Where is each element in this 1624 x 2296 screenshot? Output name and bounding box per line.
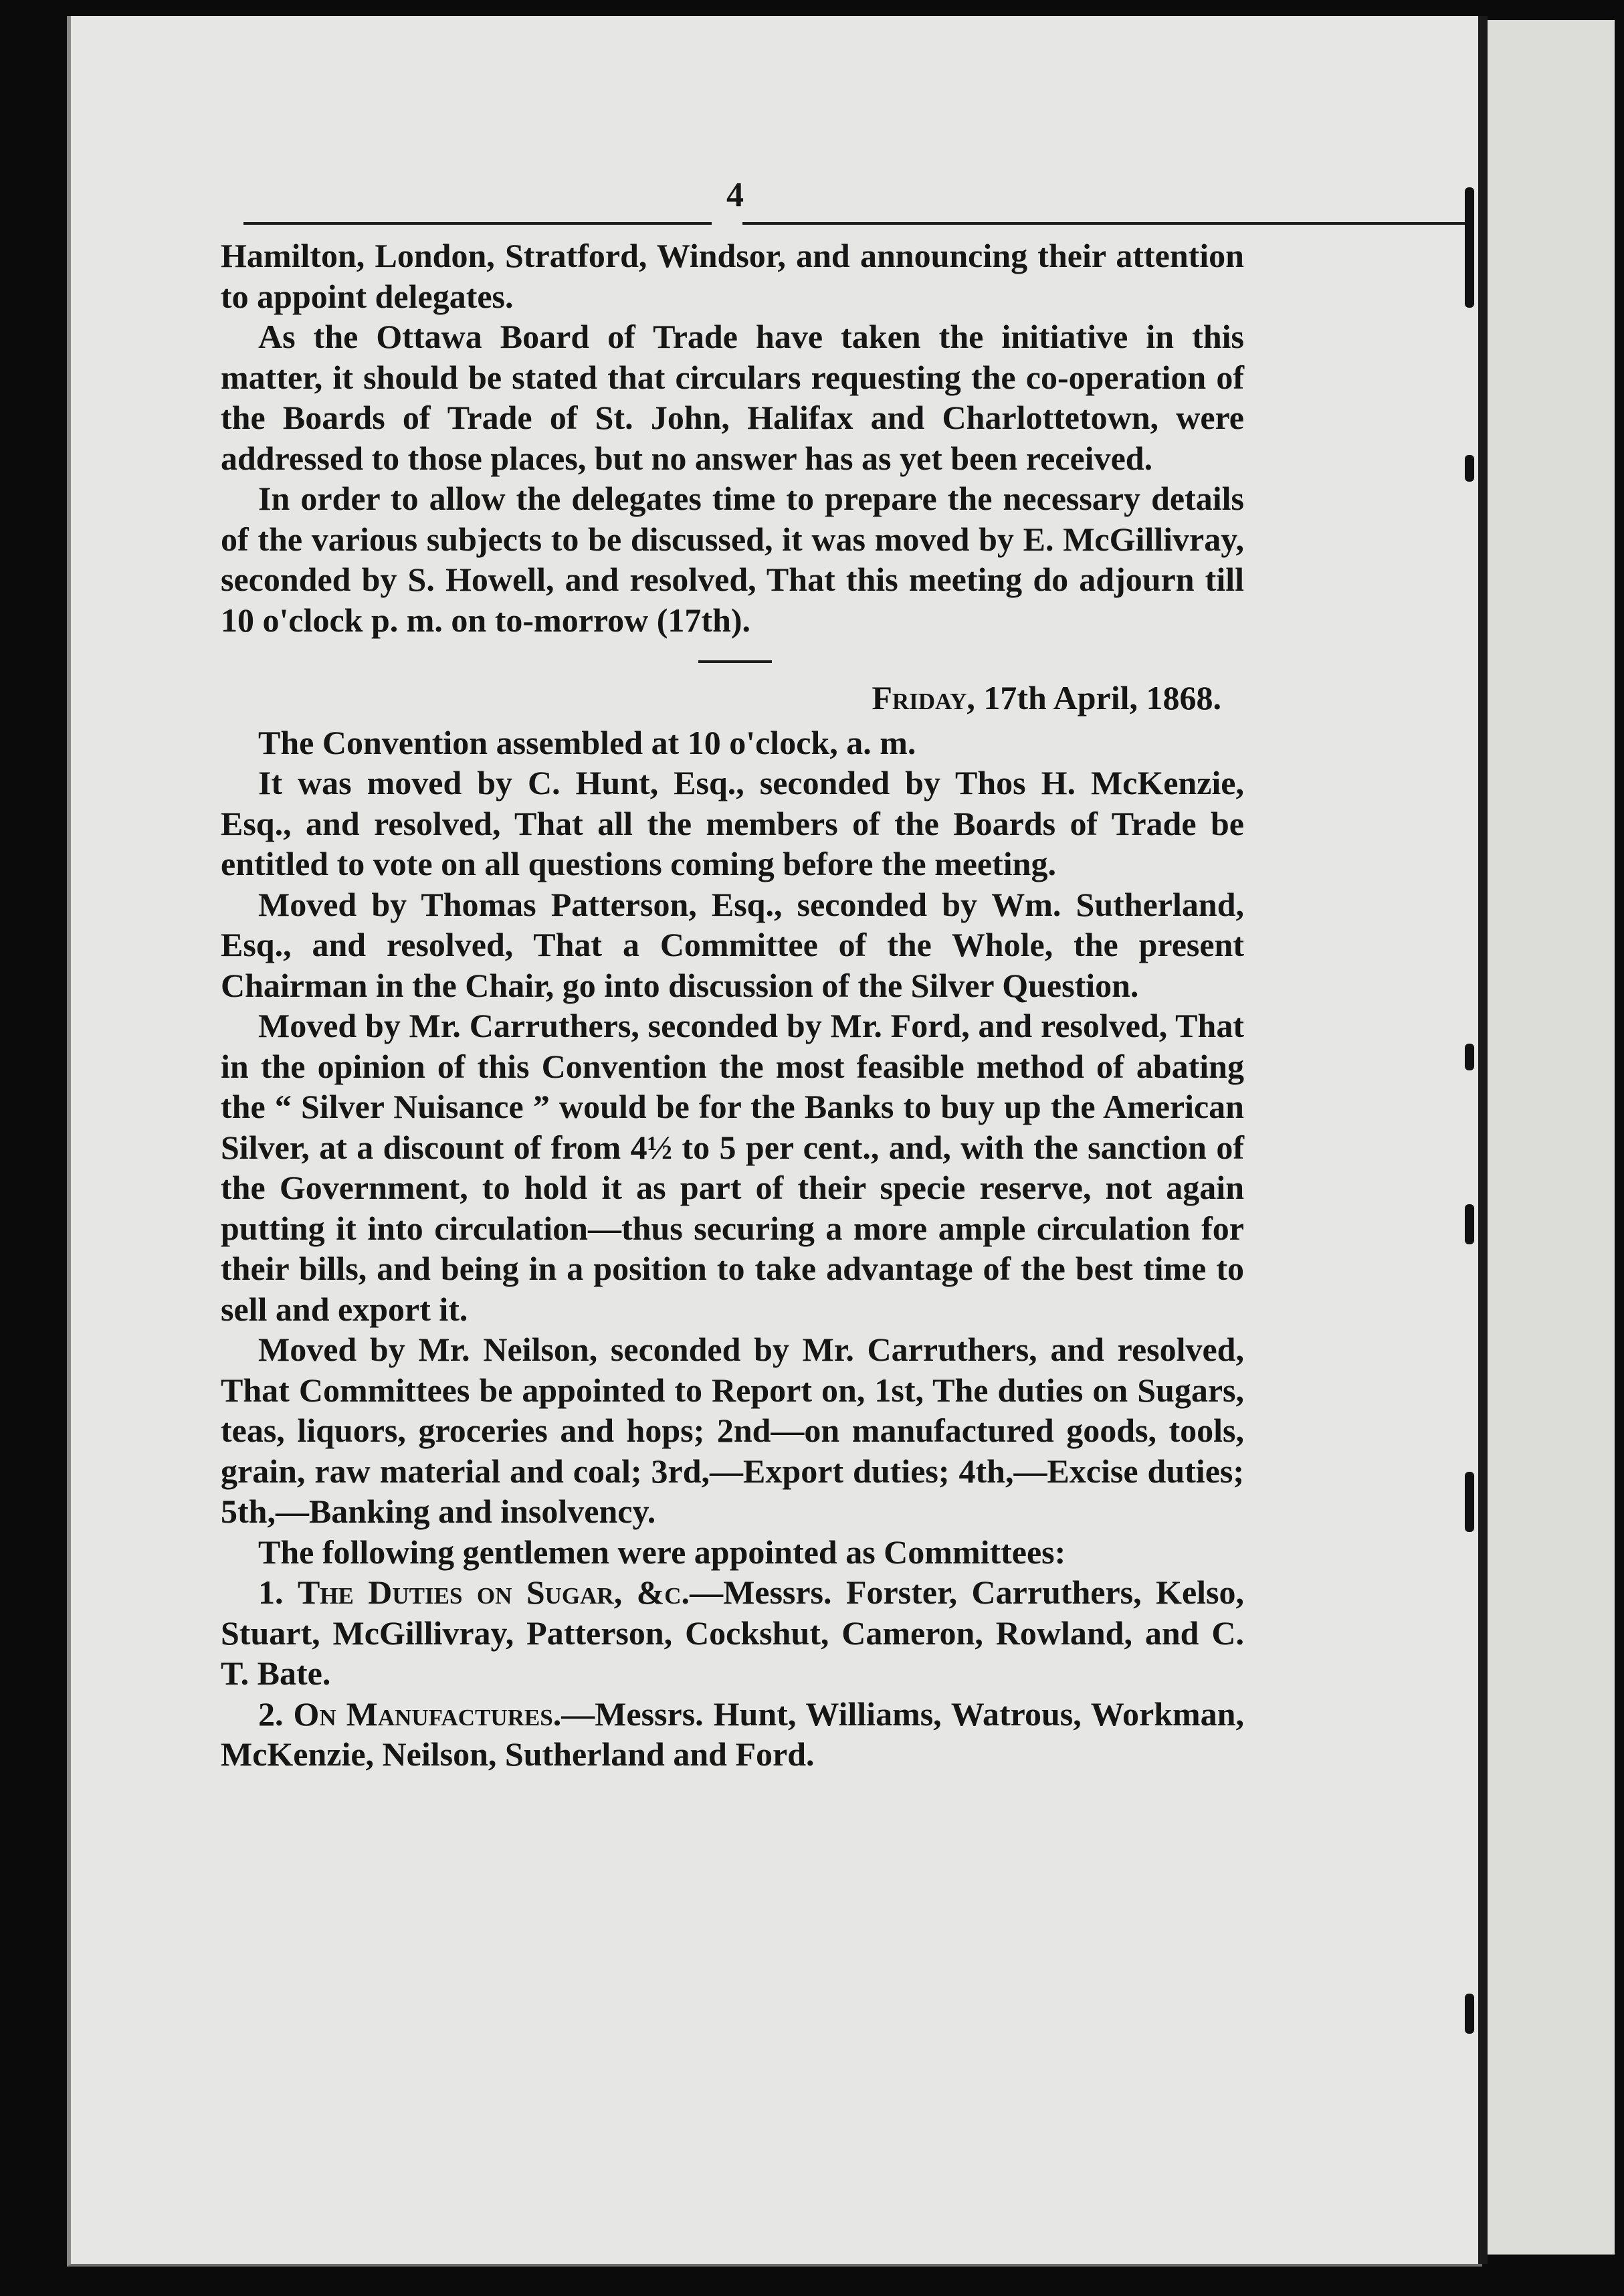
committee-members: —Messrs. Hunt, Williams, Watrous, Workman, McKenzie, Neilson, Sutherland and Ford. <box>221 1695 1244 1773</box>
committee-members: —Messrs. Forster, Carruthers, Kelso, Stuart, McGillivray, Patterson, Cockshut, Cameron, Rowland, and C. T. Bate. <box>221 1573 1244 1692</box>
paragraph: Moved by Thomas Patterson, Esq., seconded by Wm. Sutherland, Esq., and resolved, That a Committee of the Whole, the present Chairman in the Chair, go into discussion of the Silver Question. <box>221 885 1244 1004</box>
stitch-mark <box>1465 455 1474 482</box>
dateline <box>221 678 1244 719</box>
paragraph: Moved by Mr. Carruthers, seconded by Mr. Ford, and resolved, That in the opinion of this Convention the most feasible method of abating the “ Silver Nuisance ” would be for the Banks to buy up the American Silver, at a discount of from 4½ to 5 per cent., and, with the sanction of the Government, to hold it as part of their specie reserve, not again putting it into circulation—thus securing a more ample circulation for their bills, and being in a position to take advantage of the best time to sell and export it. <box>221 1007 1244 1328</box>
header-rule <box>742 222 1465 225</box>
committee-entry <box>221 1572 1244 1694</box>
dateline-day: Friday <box>872 679 967 716</box>
paragraph: The Convention assembled at 10 o'clock, a. m. <box>258 723 916 761</box>
paragraph: Moved by Mr. Neilson, seconded by Mr. Carruthers, and resolved, That Committees be appointed to Report on, 1st, The duties on Sugars, teas, liquors, groceries and hops; 2nd—on manufactured goods, tools, grain, raw material and coal; 3rd,—Export duties; 4th,—Excise duties; 5th,—Banking and insolvency. <box>221 1331 1244 1530</box>
stitch-mark <box>1465 1044 1474 1070</box>
stitch-mark <box>1465 1472 1474 1532</box>
page-number: 4 <box>726 176 744 214</box>
dateline-date: , 17th April, 1868. <box>967 679 1221 716</box>
committee-heading: The Duties on Sugar, &c. <box>297 1573 690 1611</box>
section-separator <box>698 660 772 663</box>
header-rule <box>243 222 712 225</box>
page-header <box>221 175 1244 235</box>
page-gutter <box>1478 16 1488 2264</box>
stitch-mark <box>1465 187 1474 308</box>
paragraph: It was moved by C. Hunt, Esq., seconded by Thos H. McKenzie, Esq., and resolved, That all the members of the Boards of Trade be entitled to vote on all questions coming before the meeting. <box>221 764 1244 882</box>
committee-heading: On Manufactures. <box>293 1695 562 1733</box>
stitch-mark <box>1465 1994 1474 2034</box>
committee-number: 1. <box>258 1573 284 1611</box>
committee-entry <box>221 1694 1244 1775</box>
paragraph: As the Ottawa Board of Trade have taken the initiative in this matter, it should be stated that circulars requesting the co-operation of the Boards of Trade of St. John, Halifax and Charlottetown, were addressed to those places, but no answer has as yet been received. <box>221 318 1244 477</box>
binding-stitches <box>1465 187 1474 2061</box>
paragraph: In order to allow the delegates time to prepare the necessary details of the various subjects to be discussed, it was moved by E. McGillivray, seconded by S. Howell, and resolved, That this meeting do adjourn till 10 o'clock p. m. on to-morrow (17th). <box>221 480 1244 639</box>
stitch-mark <box>1465 1204 1474 1244</box>
adjacent-page-edge <box>1488 20 1615 2255</box>
paragraph: The following gentlemen were appointed as Committees: <box>258 1533 1066 1571</box>
committee-number: 2. <box>258 1695 284 1733</box>
paragraph: Hamilton, London, Stratford, Windsor, and announcing their attention to appoint delegates. <box>221 237 1244 315</box>
page-body <box>221 175 1244 1775</box>
